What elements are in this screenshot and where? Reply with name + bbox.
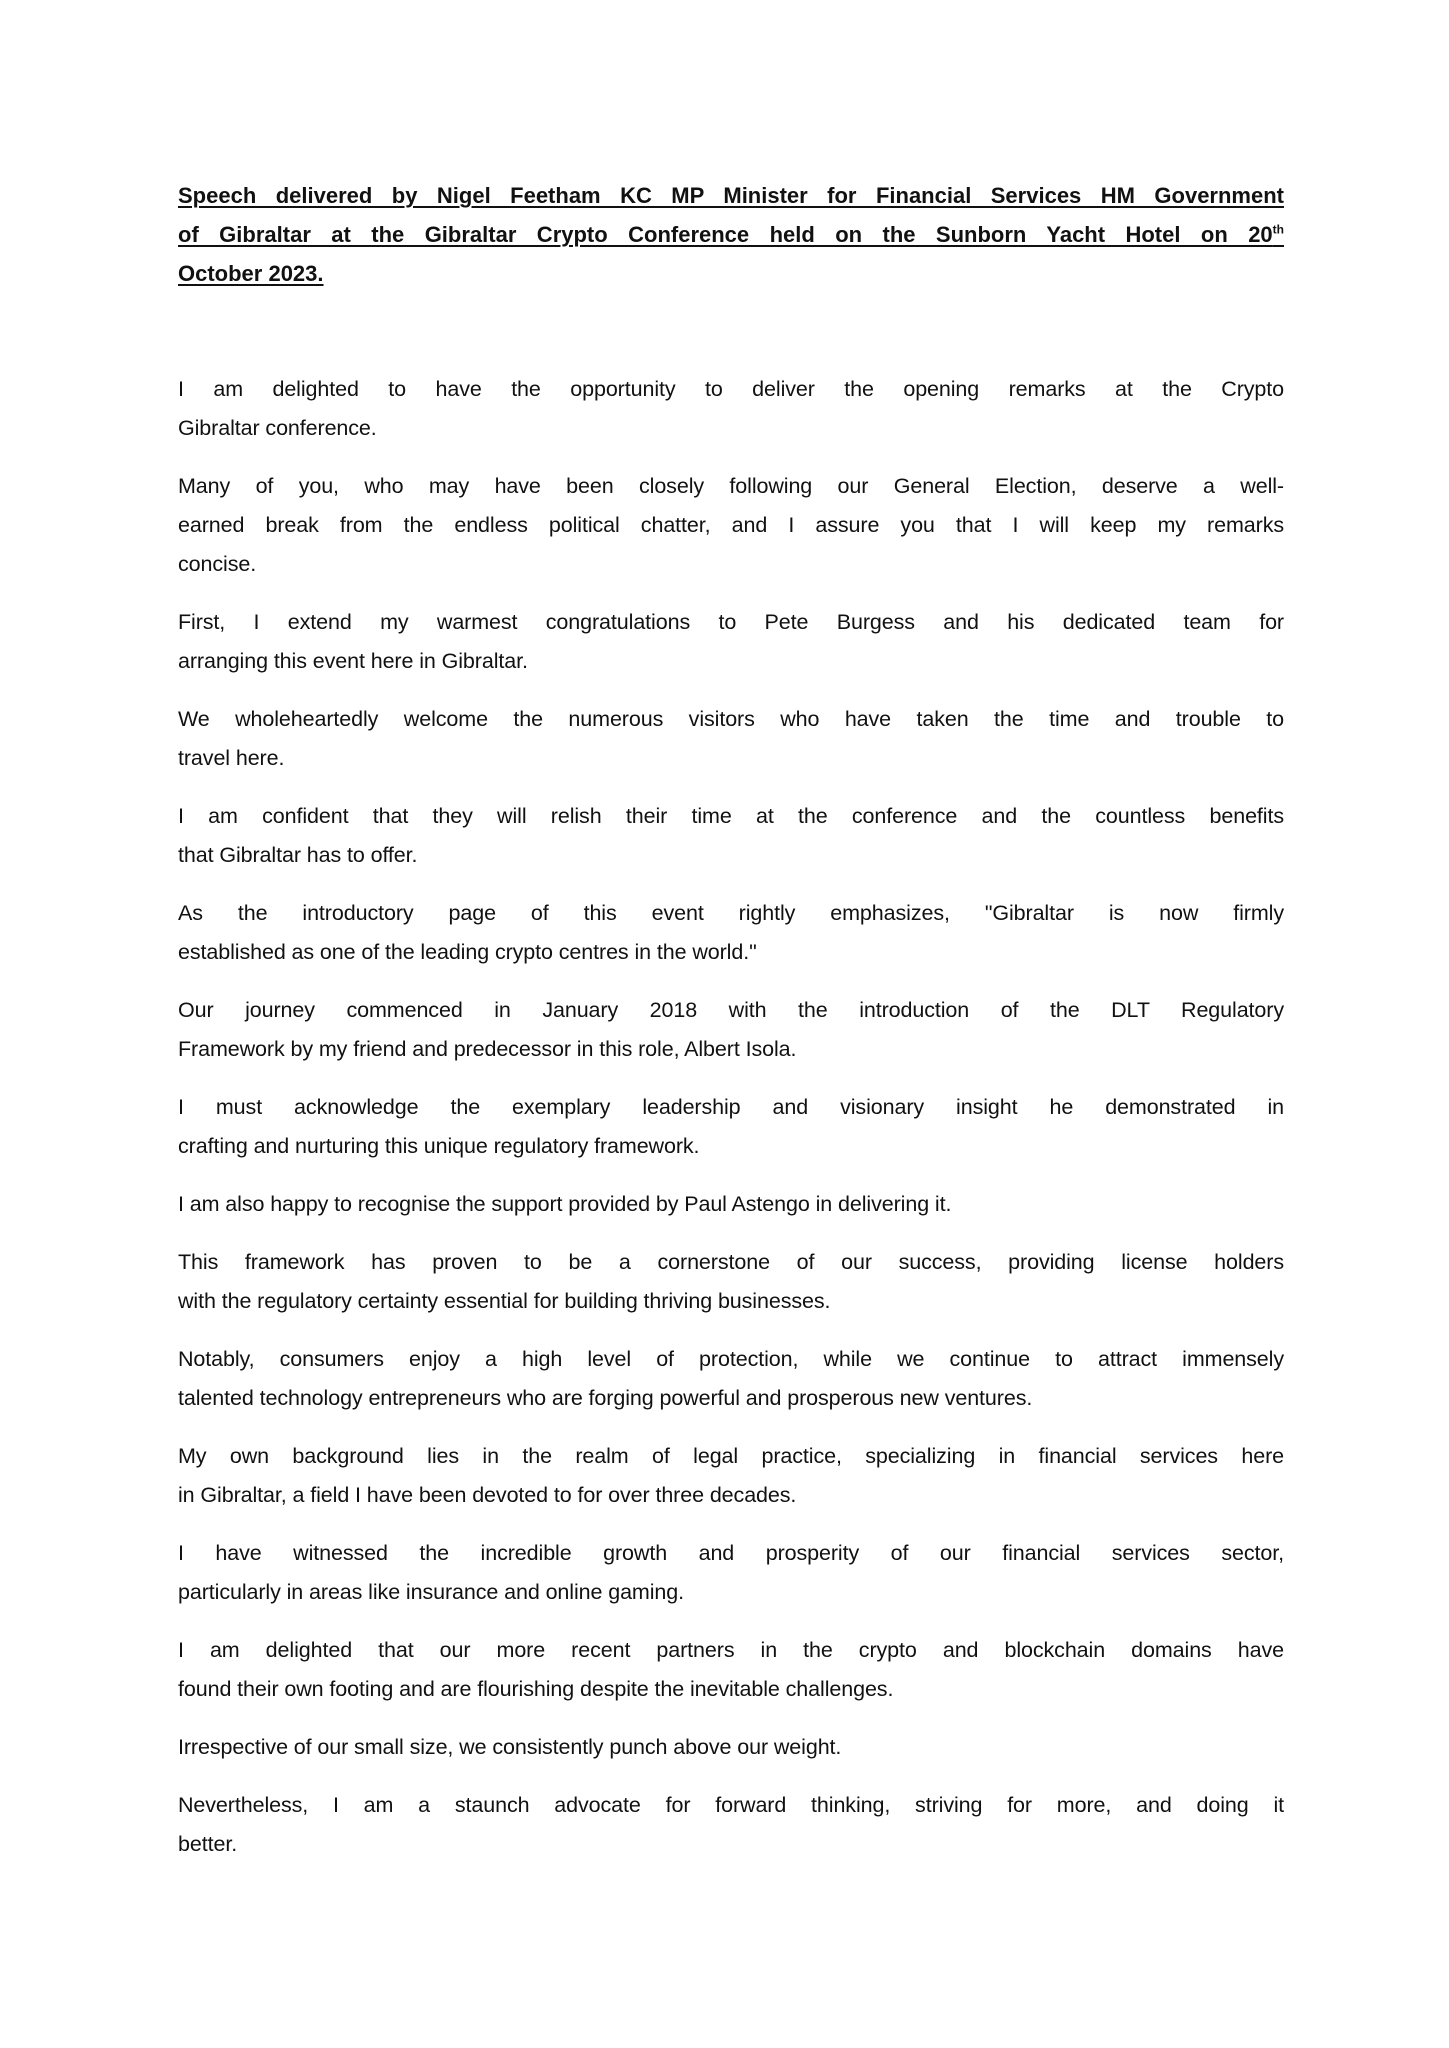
document-page — [178, 176, 1284, 1883]
paragraph — [178, 991, 1284, 1069]
paragraph-line: travel here. — [178, 746, 285, 770]
paragraph-line: Nevertheless, I am a staunch advocate for forward thinking, striving for more, and doing it — [178, 1793, 1284, 1817]
paragraph-line: I am also happy to recognise the support provided by Paul Astengo in delivering it. — [178, 1192, 952, 1216]
paragraph-line: established as one of the leading crypto centres in the world." — [178, 940, 757, 964]
title-line: October 2023. — [178, 261, 324, 286]
paragraph-line: Irrespective of our small size, we consistently punch above our weight. — [178, 1735, 842, 1759]
paragraph-line: crafting and nurturing this unique regulatory framework. — [178, 1134, 700, 1158]
paragraph — [178, 1534, 1284, 1612]
paragraph-line: Notably, consumers enjoy a high level of protection, while we continue to attract immensely — [178, 1347, 1284, 1371]
paragraph — [178, 467, 1284, 584]
paragraph — [178, 1631, 1284, 1709]
paragraph-line: talented technology entrepreneurs who are forging powerful and prosperous new ventures. — [178, 1386, 1033, 1410]
paragraph-line: arranging this event here in Gibraltar. — [178, 649, 528, 673]
speech-body — [178, 370, 1284, 1864]
title-line-text: of Gibraltar at the Gibraltar Crypto Conference held on the Sunborn Yacht Hotel on 20 — [178, 222, 1273, 247]
paragraph-line: I am confident that they will relish their time at the conference and the countless benefits — [178, 804, 1284, 828]
paragraph — [178, 370, 1284, 448]
paragraph-line: better. — [178, 1832, 238, 1856]
paragraph — [178, 603, 1284, 681]
paragraph — [178, 797, 1284, 875]
paragraph — [178, 1786, 1284, 1864]
paragraph — [178, 1437, 1284, 1515]
paragraph-line: As the introductory page of this event rightly emphasizes, "Gibraltar is now firmly — [178, 901, 1284, 925]
paragraph-line: that Gibraltar has to offer. — [178, 843, 418, 867]
paragraph-line: We wholeheartedly welcome the numerous visitors who have taken the time and trouble to — [178, 707, 1284, 731]
title-line: Speech delivered by Nigel Feetham KC MP Minister for Financial Services HM Government — [178, 183, 1284, 208]
paragraph-line: Our journey commenced in January 2018 with the introduction of the DLT Regulatory — [178, 998, 1284, 1022]
paragraph — [178, 1728, 1284, 1767]
paragraph-line: earned break from the endless political chatter, and I assure you that I will keep my remarks — [178, 513, 1284, 537]
paragraph — [178, 1340, 1284, 1418]
paragraph-line: Framework by my friend and predecessor in this role, Albert Isola. — [178, 1037, 797, 1061]
paragraph-line: I have witnessed the incredible growth and prosperity of our financial services sector, — [178, 1541, 1284, 1565]
speech-title — [178, 176, 1284, 293]
paragraph — [178, 1088, 1284, 1166]
paragraph-line: in Gibraltar, a field I have been devoted to for over three decades. — [178, 1483, 797, 1507]
title-line — [178, 215, 1284, 254]
paragraph-line: I must acknowledge the exemplary leadership and visionary insight he demonstrated in — [178, 1095, 1284, 1119]
paragraph-line: with the regulatory certainty essential for building thriving businesses. — [178, 1289, 831, 1313]
paragraph — [178, 1185, 1284, 1224]
paragraph-line: I am delighted to have the opportunity to deliver the opening remarks at the Crypto — [178, 377, 1284, 401]
paragraph-line: Many of you, who may have been closely following our General Election, deserve a well- — [178, 474, 1284, 498]
paragraph — [178, 894, 1284, 972]
title-superscript: th — [1272, 222, 1284, 237]
paragraph-line: concise. — [178, 552, 257, 576]
paragraph — [178, 700, 1284, 778]
paragraph-line: particularly in areas like insurance and online gaming. — [178, 1580, 685, 1604]
paragraph-line: Gibraltar conference. — [178, 416, 377, 440]
paragraph — [178, 1243, 1284, 1321]
paragraph-line: My own background lies in the realm of legal practice, specializing in financial services here — [178, 1444, 1284, 1468]
paragraph-line: First, I extend my warmest congratulations to Pete Burgess and his dedicated team for — [178, 610, 1284, 634]
paragraph-line: I am delighted that our more recent partners in the crypto and blockchain domains have — [178, 1638, 1284, 1662]
paragraph-line: found their own footing and are flourishing despite the inevitable challenges. — [178, 1677, 894, 1701]
paragraph-line: This framework has proven to be a cornerstone of our success, providing license holders — [178, 1250, 1284, 1274]
